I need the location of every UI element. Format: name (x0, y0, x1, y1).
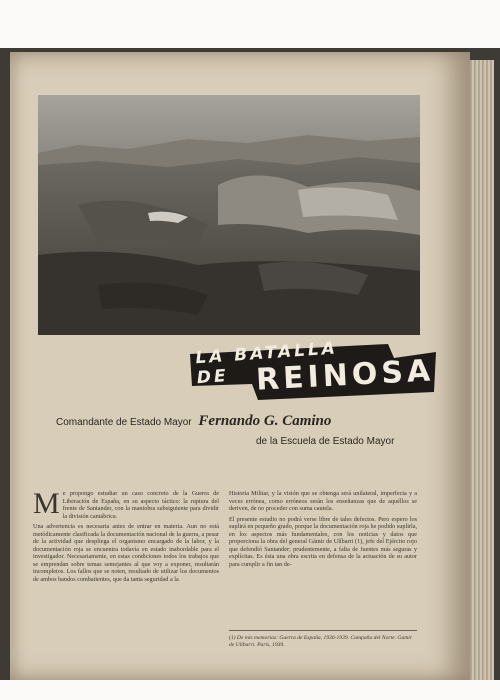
author-rank: Comandante de Estado Mayor (56, 417, 192, 428)
paragraph: e propongo estudiar un caso concreto de la Guerra de Liberación de España, en su aspecto táctico: la ruptura del frente de Santander, con la maniobra subsiguiente para dividir la división cantábrica. (62, 490, 219, 520)
page-edges (468, 60, 494, 680)
page-title: REINOSA (255, 353, 435, 398)
author-affiliation: de la Escuela de Estado Mayor (256, 436, 395, 447)
paragraph: Historia Militar, y la visión que se obtenga será unilateral, imperfecta y a veces errónea, como erróneos serán los enseñanzas que de aquéllos se deriven, de no proceder con suma cautela. (229, 490, 417, 512)
byline (56, 413, 426, 430)
text-column-right (229, 490, 417, 640)
footnote-divider (229, 630, 417, 631)
paragraph: Una advertencia es necesaria antes de entrar en materia. Aun no está metódicamente clasificada la documentación nacional de la guerra, a pesar de la actividad que despliega el organismo encargado de la labor, y la documentación roja se encuentra todavía en estado inabordable para el investigador. Necesariamente, en estas condiciones todos los trabajos que se emprendan sobre temas semejantes al que voy a exponer, resultarán incompletos. Los fallos que se noten, resultado de utilizar los documentos de ambos bandos combatientes, que da tanta seguridad a la (33, 523, 219, 583)
title-prefix: LA BATALLA DE (194, 338, 339, 389)
paragraph: El presente estudio no podrá verse libre de tales defectos. Pero espero los suplirá en pequeño grado, porque la documentación roja he podido suplirla, en los aspectos más fundamentales, con los noticias y datos que proporciona la obra del general Gámir de Ulíbarri (1), jefe del Ejército rojo que defendió Santander; prudentemente, a falta de fuentes más seguras y explícitas. Es ésta una obra escrita en defensa de la actuación de su autor para cumplir a fin tan de- (229, 515, 417, 568)
footnote: (1) De mis memorias: Guerra de España, 1936-1939. Campaña del Norte. Gamir de Ulíbarri. París, 1939. (229, 635, 413, 648)
landscape-photo (38, 95, 420, 335)
text-column-left (33, 490, 219, 640)
author-name: Fernando G. Camino (198, 413, 332, 429)
landscape-photo-icon (38, 95, 420, 335)
drop-cap: M (33, 490, 60, 520)
